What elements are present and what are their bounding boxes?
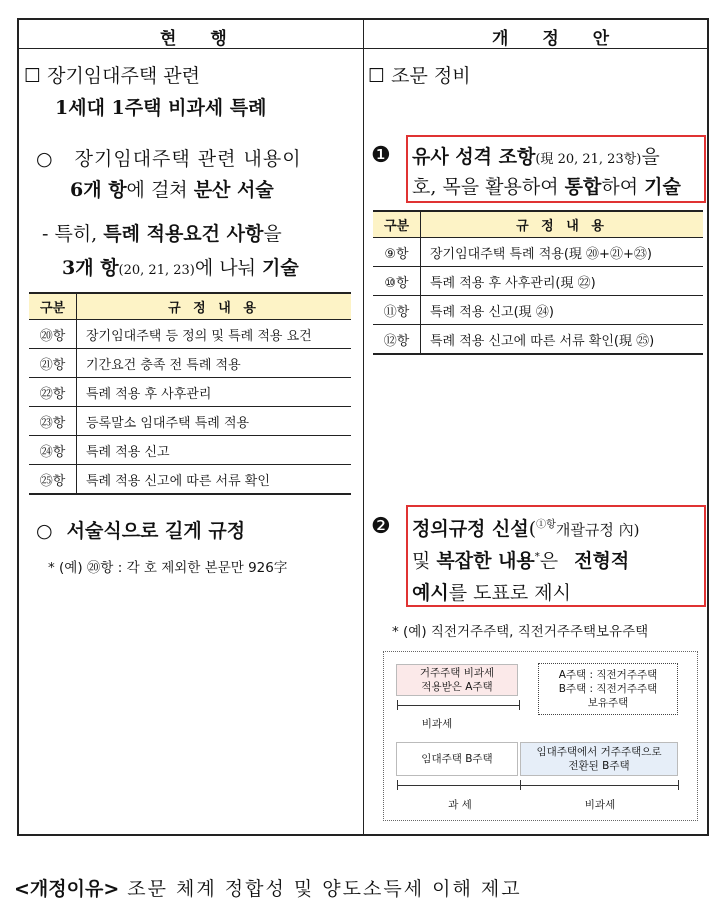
left-sub1-line1: [36, 144, 302, 171]
integrated-text: 통합: [564, 176, 602, 198]
square-bullet-icon: ☐: [368, 65, 386, 87]
left-item1: [24, 61, 200, 88]
scattered-text: 분산 서술: [193, 179, 274, 201]
column-header: 규 정 내 용: [77, 293, 352, 320]
table-header-row: [29, 293, 351, 320]
row-label: ⑫항: [373, 325, 421, 355]
table-row: [373, 238, 703, 267]
row-content: 특례 적용 신고에 따른 서류 확인(現 ㉕): [421, 325, 704, 355]
table-row: [29, 407, 351, 436]
three-paragraphs: 3개 항: [62, 257, 119, 279]
diagram-b-converted: [520, 742, 678, 776]
row-label: ⑨항: [373, 238, 421, 267]
text: 를 도표로 제시: [448, 582, 571, 604]
header-revision: 개 정 안: [492, 29, 624, 49]
definition-provision: 정의규정 신설: [412, 518, 529, 540]
row-content: 특례 적용 후 사후관리: [77, 378, 352, 407]
text: 하여: [601, 176, 645, 198]
cell-text: 거주주택 비과세: [419, 667, 495, 679]
left-sub3: [36, 516, 245, 543]
row-label: ⑩항: [373, 267, 421, 296]
left-item1-line1: 장기임대주택 관련: [47, 65, 200, 87]
cell-text: 임대주택 B주택: [421, 753, 493, 765]
right-provisions-table: [373, 210, 703, 355]
row-label: ㉔항: [29, 436, 77, 465]
number-two-icon: ❷: [371, 514, 391, 539]
described-text: 기술: [644, 176, 681, 198]
left-provisions-table: [29, 292, 351, 495]
example-text: 예시: [412, 582, 449, 604]
left-sub1-line2: [70, 175, 274, 202]
left-sub2-line2: [62, 253, 299, 280]
column-header: 규 정 내 용: [421, 211, 704, 238]
box1-line2: [412, 172, 681, 199]
diagram-a-house-definition: [538, 663, 678, 715]
circle-bullet-icon: ○: [36, 148, 53, 170]
cell-text: A주택 : 직전거주주택: [558, 669, 658, 681]
table-row: [373, 296, 703, 325]
right-item1-text: 조문 정비: [391, 65, 471, 87]
row-content: 특례 적용 후 사후관리(現 ㉒): [421, 267, 704, 296]
table-row: [373, 267, 703, 296]
row-content: 특례 적용 신고(現 ㉔): [421, 296, 704, 325]
six-paragraphs: 6개 항: [70, 179, 127, 201]
left-item1-line2: 1세대 1주택 비과세 특례: [55, 97, 267, 119]
cell-text: 적용받은 A주택: [421, 681, 493, 693]
column-header: 구분: [373, 211, 421, 238]
column-divider: [363, 20, 364, 834]
row-label: ⑳항: [29, 320, 77, 349]
cell-text: 전환된 B주택: [568, 760, 630, 772]
text: 에 걸쳐: [126, 179, 194, 201]
paragraph-numbers: (20, 21, 23): [118, 263, 195, 278]
row-label: ⑪항: [373, 296, 421, 325]
described-text: 기술: [262, 257, 299, 279]
revision-reason-label: <개정이유>: [14, 878, 120, 900]
timeline-tick: [678, 780, 679, 790]
table-row: [29, 320, 351, 349]
text: 특히,: [54, 223, 104, 245]
asterisk: *: [534, 551, 540, 563]
requirement-text: 특례 적용요건 사항: [103, 223, 264, 245]
row-content: 특례 적용 신고에 따른 서류 확인: [77, 465, 352, 495]
current-paragraphs: (現 20, 21, 23항): [535, 152, 642, 167]
label-exempt-a: 비과세: [421, 718, 453, 730]
complex-content: 복잡한 내용: [436, 550, 535, 572]
diagram-b-rental: [396, 742, 518, 776]
revision-reason: [14, 874, 522, 901]
timeline-tick: [519, 700, 520, 710]
similar-provisions: 유사 성격 조항: [412, 146, 536, 168]
label-exempt-b: 비과세: [584, 799, 616, 811]
text: 을: [641, 146, 660, 168]
general-provision: 개괄규정 內): [555, 521, 640, 539]
paragraph-superscript: ①항: [536, 519, 556, 531]
row-label: ㉕항: [29, 465, 77, 495]
right-note: * (예) 직전거주주택, 직전거주주택보유주택: [392, 624, 649, 640]
row-label: ㉑항: [29, 349, 77, 378]
row-content: 장기임대주택 특례 적용(現 ⑳+㉑+㉓): [421, 238, 704, 267]
table-row: [29, 465, 351, 495]
timeline-arrow: [397, 785, 679, 786]
row-content: 장기임대주택 등 정의 및 특례 적용 요건: [77, 320, 352, 349]
column-header: 구분: [29, 293, 77, 320]
left-sub1-text: 장기임대주택 관련 내용이: [74, 148, 302, 170]
box2-line2: [412, 546, 629, 573]
timeline-arrow: [397, 705, 519, 706]
typical-text: 전형적: [574, 550, 630, 572]
row-label: ㉓항: [29, 407, 77, 436]
left-sub2-line1: - 특히, 특례 적용요건 사항을: [42, 223, 282, 245]
cell-text: 보유주택: [587, 697, 629, 709]
text: 및: [412, 550, 437, 572]
table-row: [373, 325, 703, 355]
table-header-row: [373, 211, 703, 238]
row-content: 특례 적용 신고: [77, 436, 352, 465]
table-row: [29, 349, 351, 378]
text: 을: [263, 223, 282, 245]
box2-line3: [412, 578, 571, 605]
row-content: 기간요건 충족 전 특례 적용: [77, 349, 352, 378]
row-content: 등록말소 임대주택 특례 적용: [77, 407, 352, 436]
square-bullet-icon: ☐: [24, 65, 42, 87]
box2-line1: [412, 514, 639, 541]
diagram-a-house-exempt: [396, 664, 518, 696]
revision-reason-text: 조문 체계 정합성 및 양도소득세 이해 제고: [119, 878, 522, 900]
right-item1: [368, 61, 471, 88]
left-note: * (예) ⑳항 : 각 호 제외한 본문만 926字: [48, 560, 288, 576]
header-current: 현 행: [160, 29, 241, 49]
label-taxed: 과 세: [448, 799, 472, 811]
text: 에 나눠: [194, 257, 263, 279]
text: 호, 목을 활용하여: [412, 176, 565, 198]
table-row: [29, 436, 351, 465]
text: (: [528, 518, 537, 540]
box1-line1: [412, 142, 660, 169]
table-row: [29, 378, 351, 407]
circle-bullet-icon: ○: [36, 520, 53, 542]
cell-text: 임대주택에서 거주주택으로: [536, 746, 662, 758]
text: 은: [539, 550, 565, 572]
left-sub3-text: 서술식으로 길게 규정: [66, 520, 246, 542]
timeline-tick: [520, 780, 521, 790]
cell-text: B주택 : 직전거주주택: [558, 683, 658, 695]
number-one-icon: ❶: [371, 143, 391, 168]
row-label: ㉒항: [29, 378, 77, 407]
